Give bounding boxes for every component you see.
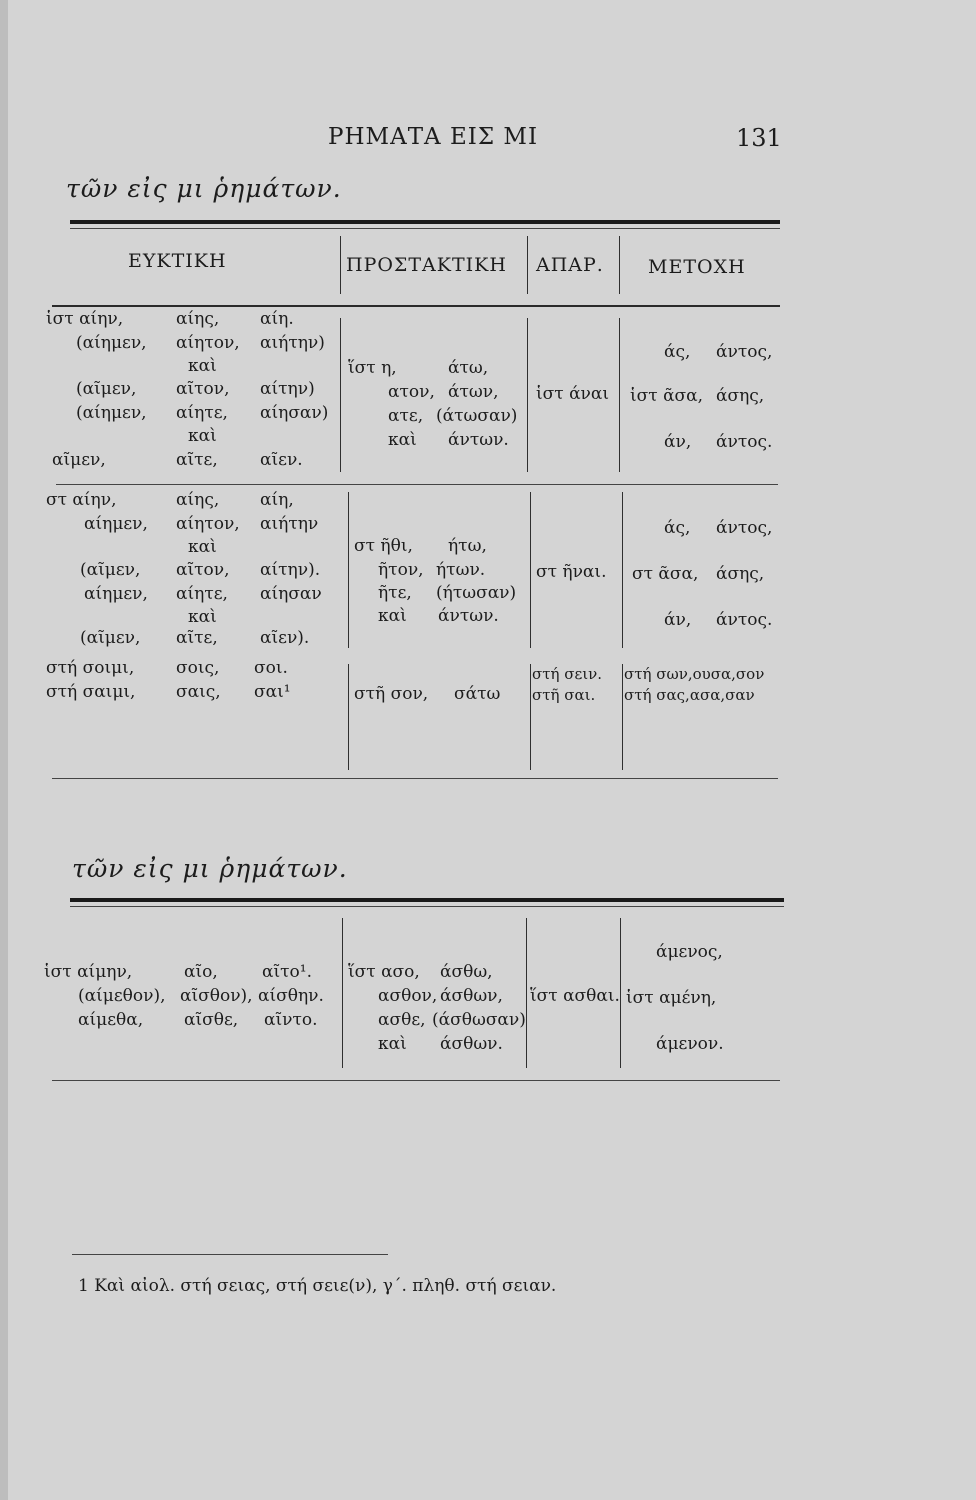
verb-form: άτω, [448,358,489,378]
verb-form: άσθω, [440,962,493,982]
verb-form: αίη, [260,490,294,510]
conjunction: καὶ [378,606,407,626]
column-divider [620,918,621,1068]
table-bottom-rule [52,778,778,779]
footnote: 1 Καὶ αἰολ. στή σειας, στή σειε(ν), γ΄. πληθ. στή σειαν. [78,1276,557,1296]
verb-form: αῖμεν, [52,450,106,470]
conjunction: καὶ [188,356,217,376]
conjunction: καὶ [378,1034,407,1054]
column-divider [342,918,343,1068]
participle-form: ἱστ ᾶσα, [630,386,704,406]
participle-form: άντος, [716,342,773,362]
verb-form: αιήτην) [260,333,325,353]
verb-form: στή σοιμι, [46,658,135,678]
verb-form: (αίημεν, [76,403,147,423]
verb-form: ήτω, [448,536,487,556]
participle-form: άμενον. [656,1034,724,1054]
verb-form: (ήτωσαν) [436,583,517,603]
verb-form: αίημεν, [84,584,148,604]
verb-form: αῖσθε, [184,1010,239,1030]
verb-form: αίητον, [176,514,240,534]
verb-form: αίτην). [260,560,321,580]
verb-form: ἱστ αίμην, [44,962,133,982]
column-divider [622,492,623,648]
column-divider [340,318,341,472]
section-title: τῶν εἰς μι ῥημάτων. [66,174,342,203]
conjunction: καὶ [388,430,417,450]
participle-form: άν, [664,432,692,452]
verb-form: στ ῆθι, [354,536,413,556]
verb-form: αίη. [260,309,294,329]
verb-form: στῆ σον, [354,684,429,704]
verb-form: ἵστ η, [348,358,397,378]
column-header-participle: ΜΕΤΟΧΗ [648,256,746,278]
verb-form: άντων. [438,606,499,626]
verb-form: άτων, [448,382,499,402]
section-title: τῶν εἰς μι ῥημάτων. [72,854,348,883]
column-header-imperative: ΠΡΟΣΤΑΚΤΙΚΗ [346,254,507,276]
verb-form: αίητον, [176,333,240,353]
verb-form: αίητε, [176,403,228,423]
verb-form: ασθε, [378,1010,426,1030]
footnote-rule [72,1254,388,1255]
verb-form: σαι¹ [254,682,291,702]
verb-form: ῆτε, [378,583,412,603]
column-divider [348,492,349,648]
table-top-rule-thin [70,906,784,907]
verb-form: αίησαν [260,584,322,604]
page-edge [0,0,8,1500]
column-header-optative: ΕΥΚΤΙΚΗ [128,250,227,272]
book-page [8,0,976,1500]
verb-form: αῖεν. [260,450,303,470]
table-bottom-rule [52,1080,780,1081]
verb-form: ἵστ ασο, [348,962,420,982]
verb-form: αῖτε, [176,628,218,648]
column-divider [340,236,341,294]
verb-form: αίτην) [260,379,315,399]
column-divider [526,918,527,1068]
verb-form: άντων. [448,430,509,450]
verb-form: σοις, [176,658,220,678]
running-header: ΡΗΜΑΤΑ ΕΙΣ ΜΙ [328,124,539,150]
conjunction: καὶ [188,607,217,627]
column-divider [527,236,528,294]
column-divider [527,318,528,472]
participle-form: ἱστ αμένη, [626,988,717,1008]
verb-form: (αίμεθον), [78,986,166,1006]
infinitive-form: στή σειν. [532,665,603,683]
participle-form: άντος, [716,518,773,538]
infinitive-form: ἵστ ασθαι. [530,986,620,1006]
participle-form: άσης, [716,564,765,584]
verb-form: στή σαιμι, [46,682,136,702]
verb-form: αίσθην. [258,986,324,1006]
verb-form: (αίημεν, [76,333,147,353]
verb-form: αῖτον, [176,379,230,399]
participle-form: άν, [664,610,692,630]
column-header-infinitive: ΑΠΑΡ. [536,254,604,276]
conjunction: καὶ [188,426,217,446]
verb-form: σοι. [254,658,288,678]
verb-form: αῖτον, [176,560,230,580]
participle-form: στή σας,ασα,σαν [624,686,755,704]
verb-form: σάτω [454,684,501,704]
table-top-rule [70,220,780,224]
column-divider [348,664,349,770]
verb-form: (αῖμεν, [76,379,137,399]
verb-form: αῖο, [184,962,218,982]
participle-form: άσης, [716,386,765,406]
verb-form: αῖσθον), [180,986,253,1006]
verb-form: ατον, [388,382,435,402]
participle-form: άς, [664,518,691,538]
table-top-rule [70,898,784,902]
column-divider [530,664,531,770]
table-top-rule-thin [70,228,780,229]
conjunction: καὶ [188,537,217,557]
infinitive-form: στῆ σαι. [532,686,596,704]
column-divider [619,318,620,472]
participle-form: άμενος, [656,942,723,962]
verb-form: αίησαν) [260,403,329,423]
page-number: 131 [736,124,782,152]
participle-form: άντος. [716,432,773,452]
verb-form: αίμεθα, [78,1010,144,1030]
participle-form: άντος. [716,610,773,630]
infinitive-form: στ ῆναι. [536,562,607,582]
verb-form: αίητε, [176,584,228,604]
verb-form: σαις, [176,682,221,702]
participle-form: στή σων,ουσα,σον [624,665,765,683]
verb-form: ἱστ αίην, [46,309,124,329]
verb-form: (άτωσαν) [436,406,518,426]
participle-form: στ ᾶσα, [632,564,699,584]
verb-form: στ αίην, [46,490,117,510]
column-divider [622,664,623,770]
infinitive-form: ἱστ άναι [536,384,610,404]
verb-form: αῖτο¹. [262,962,313,982]
verb-form: (αῖμεν, [80,628,141,648]
column-divider [619,236,620,294]
verb-form: ατε, [388,406,424,426]
verb-form: (άσθωσαν) [432,1010,526,1030]
verb-form: αίημεν, [84,514,148,534]
verb-form: ῆτον, [378,560,424,580]
verb-form: ασθον, [378,986,438,1006]
verb-form: αιήτην [260,514,319,534]
header-bottom-rule [52,305,780,307]
verb-form: (αῖμεν, [80,560,141,580]
verb-form: άσθων, [440,986,503,1006]
verb-form: αίης, [176,490,220,510]
column-divider [530,492,531,648]
verb-form: άσθων. [440,1034,503,1054]
verb-form: αῖεν). [260,628,310,648]
verb-form: αῖντο. [264,1010,318,1030]
verb-form: αίης, [176,309,220,329]
verb-form: ήτων. [436,560,486,580]
group-separator [56,484,778,485]
participle-form: άς, [664,342,691,362]
verb-form: αῖτε, [176,450,218,470]
